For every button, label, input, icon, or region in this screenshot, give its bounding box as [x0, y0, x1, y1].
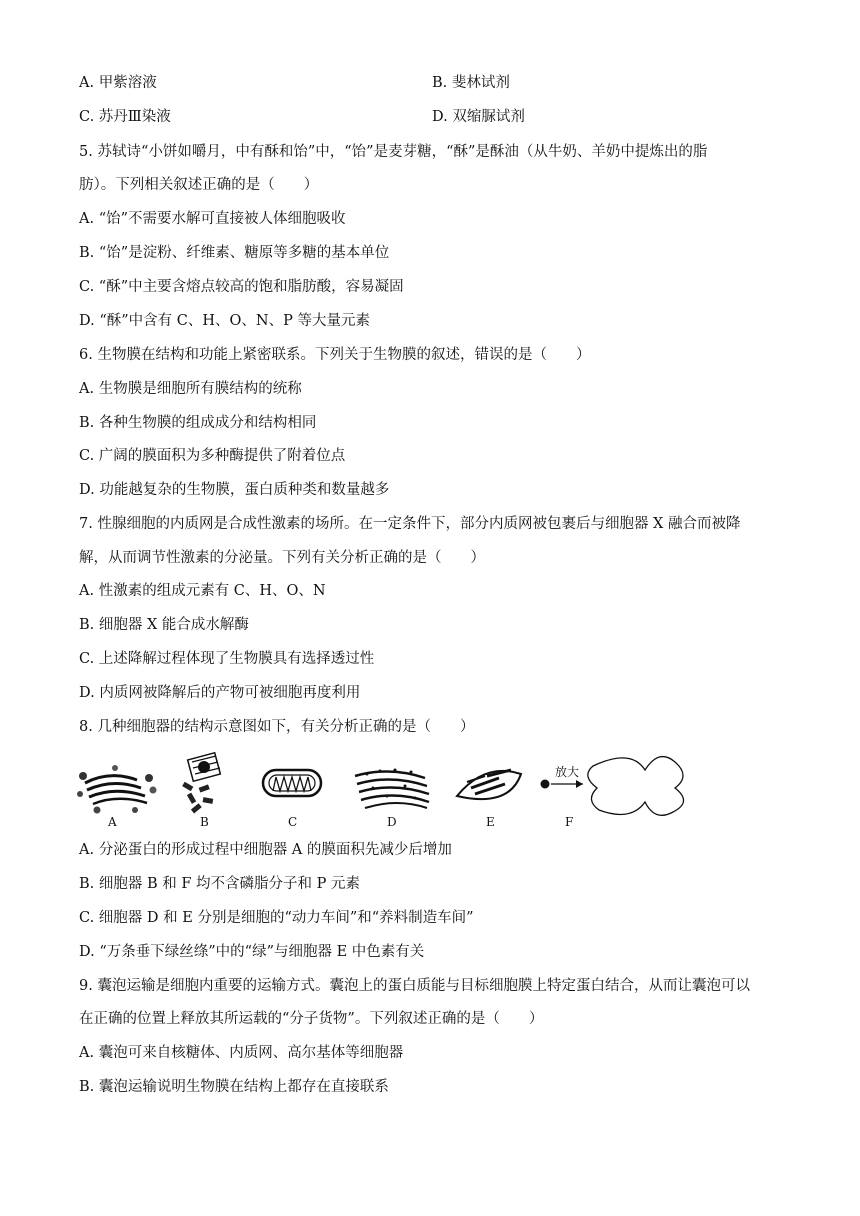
q7-option-a: A. 性激素的组成元素有 C、H、O、N [79, 583, 326, 599]
q8-option-a: A. 分泌蛋白的形成过程中细胞器 A 的膜面积先减少后增加 [79, 842, 452, 858]
q7-stem-line2: 解，从而调节性激素的分泌量。下列有关分析正确的是（ ） [79, 550, 485, 566]
q5-option-d: D. “酥”中含有 C、H、O、N、P 等大量元素 [79, 313, 370, 329]
q7-stem-line1: 7. 性腺细胞的内质网是合成性激素的场所。在一定条件下，部分内质网被包裹后与细胞器 X 融合而被降 [79, 516, 741, 532]
q5-option-a: A. “饴”不需要水解可直接被人体细胞吸收 [79, 211, 346, 227]
q5-stem-line2: 肪）。下列相关叙述正确的是（ ） [79, 177, 319, 193]
mitochondrion-drawing [263, 770, 321, 796]
chloroplast-drawing [457, 770, 521, 799]
q8-option-c: C. 细胞器 D 和 E 分别是细胞的“动力车间”和“养料制造车间” [79, 910, 474, 926]
q6-option-b: B. 各种生物膜的组成成分和结构相同 [79, 415, 317, 431]
q4-option-c: C. 苏丹Ⅲ染液 [79, 109, 171, 125]
q8-option-b: B. 细胞器 B 和 F 均不含磷脂分子和 P 元素 [79, 876, 360, 892]
endoplasmic-reticulum-drawing [355, 769, 429, 809]
q5-option-b: B. “饴”是淀粉、纤维素、糖原等多糖的基本单位 [79, 245, 390, 261]
q9-option-b: B. 囊泡运输说明生物膜在结构上都存在直接联系 [79, 1079, 389, 1095]
q9-option-a: A. 囊泡可来自核糖体、内质网、高尔基体等细胞器 [79, 1045, 404, 1061]
figure-label-e: E [486, 815, 495, 828]
q8-stem: 8. 几种细胞器的结构示意图如下，有关分析正确的是（ ） [79, 719, 475, 735]
organelle-diagram [75, 748, 695, 828]
q9-stem-line2: 在正确的位置上释放其所运载的“分子货物”。下列叙述正确的是（ ） [79, 1011, 544, 1027]
q5-option-c: C. “酥”中主要含熔点较高的饱和脂肪酸，容易凝固 [79, 279, 404, 295]
q6-option-d: D. 功能越复杂的生物膜，蛋白质种类和数量越多 [79, 482, 390, 498]
figure-label-f: F [565, 815, 574, 828]
organelle-figure [75, 748, 695, 828]
q7-option-d: D. 内质网被降解后的产物可被细胞再度利用 [79, 685, 361, 701]
q9-stem-line1: 9. 囊泡运输是细胞内重要的运输方式。囊泡上的蛋白质能与目标细胞膜上特定蛋白结合，从而让囊泡可以 [79, 978, 750, 994]
q6-option-a: A. 生物膜是细胞所有膜结构的统称 [79, 381, 302, 397]
enlarge-label: 放大 [555, 765, 580, 779]
figure-label-c: C [288, 815, 298, 828]
centrosome-drawing [182, 753, 220, 814]
q5-stem-line1: 5. 苏轼诗“小饼如嚼月，中有酥和饴”中，“饴”是麦芽糖，“酥”是酥油（从牛奶、羊奶中提炼出的脂 [79, 144, 708, 160]
q4-option-a: A. 甲紫溶液 [79, 75, 157, 91]
q6-option-c: C. 广阔的膜面积为多种酶提供了附着位点 [79, 448, 346, 464]
q8-option-d: D. “万条垂下绿丝绦”中的“绿”与细胞器 E 中色素有关 [79, 944, 425, 960]
q4-option-d: D. 双缩脲试剂 [432, 109, 525, 125]
q7-option-c: C. 上述降解过程体现了生物膜具有选择透过性 [79, 651, 375, 667]
figure-label-b: B [200, 815, 209, 828]
q7-option-b: B. 细胞器 X 能合成水解酶 [79, 617, 249, 633]
q4-option-b: B. 斐林试剂 [432, 75, 510, 91]
figure-label-d: D [387, 815, 397, 828]
figure-label-a: A [108, 815, 117, 828]
q6-stem: 6. 生物膜在结构和功能上紧密联系。下列关于生物膜的叙述，错误的是（ ） [79, 347, 591, 363]
golgi-apparatus-drawing [77, 765, 157, 814]
